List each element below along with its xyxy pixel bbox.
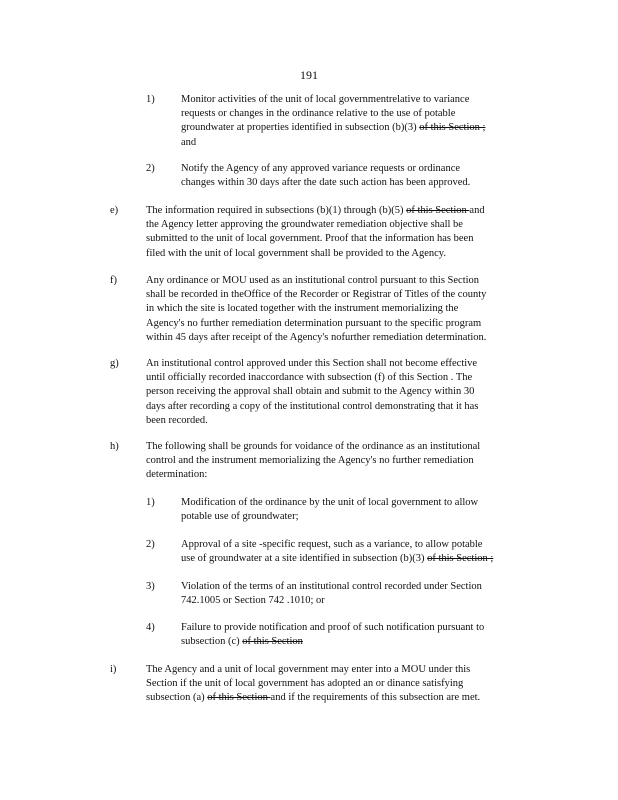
item-label: 1) — [146, 497, 155, 508]
text-line: changes within 30 days after the date such action has been approved. — [181, 177, 471, 189]
item-label: e) — [110, 205, 119, 216]
text-line: within 45 days after receipt of the Agency's nofurther remediation determination. — [146, 331, 487, 343]
item-label: 1) — [146, 94, 155, 105]
deleted-text: of this Section ; — [419, 122, 486, 134]
text-line: The following shall be grounds for voidance of the ordinance as an institutional — [146, 441, 481, 452]
text-fragment: and — [469, 205, 485, 216]
text-line: until officially recorded inaccordance with subsection (f) of this Section . The — [146, 372, 473, 384]
text-line: filed with the unit of local government shall be provided to the Agency. — [146, 247, 446, 259]
text-line: control and the instrument memorializing the Agency's no further remediation — [146, 455, 474, 467]
text-line: potable use of groundwater; — [181, 511, 299, 523]
text-line: Failure to provide notification and proof of such notification pursuant to — [181, 622, 485, 633]
item-label: 3) — [146, 581, 155, 592]
page-number: 191 — [300, 68, 318, 82]
text-line: Modification of the ordinance by the unit of local government to allow — [181, 497, 479, 508]
deleted-text: of this Section — [242, 636, 303, 648]
text-line: groundwater at properties identified in subsection (b)(3) — [181, 122, 420, 134]
text-line: in which the site is located together with the instrument memorializing the — [146, 303, 459, 315]
item-label: f) — [110, 275, 117, 286]
deleted-text: of this Section ; — [427, 553, 494, 565]
deleted-text: of this Section — [207, 692, 271, 704]
text-line: Monitor activities of the unit of local governmentrelative to variance — [181, 94, 470, 105]
text-line: Violation of the terms of an institutional control recorded under Section — [181, 581, 482, 592]
text-line: and — [181, 136, 197, 148]
text-line: Section if the unit of local government has adopted an or dinance satisfying — [146, 678, 464, 690]
text-line: Approval of a site -specific request, such as a variance, to allow potable — [181, 539, 483, 550]
text-line: shall be recorded in theOffice of the Recorder or Registrar of Titles of the county — [146, 289, 487, 301]
item-label: g) — [110, 358, 119, 369]
text-line: submitted to the unit of local government. Proof that the information has been — [146, 233, 474, 245]
item-label: 2) — [146, 539, 155, 550]
text-line: The Agency and a unit of local government may enter into a MOU under this — [146, 664, 471, 675]
text-line: days after recording a copy of the institutional control demonstrating that it has — [146, 400, 479, 412]
text-line: Notify the Agency of any approved variance requests or ordinance — [181, 163, 461, 174]
text-line: determination: — [146, 469, 208, 481]
text-line: subsection (a) — [146, 692, 208, 704]
text-line: Agency's no further remediation determination pursuant to the specific program — [146, 317, 482, 329]
text-line: Any ordinance or MOU used as an institutional control pursuant to this Section — [146, 275, 480, 286]
text-line: subsection (c) — [181, 636, 243, 648]
text-line: requests or changes in the ordinance relative to the use of potable — [181, 108, 456, 120]
text-line: person receiving the approval shall obtain and submit to the Agency within 30 — [146, 386, 475, 398]
item-label: 2) — [146, 163, 155, 174]
text-line: An institutional control approved under this Section shall not become effective — [146, 358, 478, 369]
text-line: the Agency letter approving the groundwater remediation objective shall be — [146, 219, 463, 231]
text-line: 742.1005 or Section 742 .1010; or — [181, 595, 325, 607]
text-line: been recorded. — [146, 414, 208, 426]
text-line: The information required in subsections (b)(1) through (b)(5) — [146, 205, 407, 216]
deleted-text: of this Section — [406, 205, 470, 216]
item-label: 4) — [146, 622, 155, 633]
text-line: use of groundwater at a site identified in subsection (b)(3) — [181, 553, 428, 565]
item-label: h) — [110, 441, 119, 452]
text-line: and if the requirements of this subsection are met. — [270, 692, 481, 704]
item-label: i) — [110, 664, 117, 675]
